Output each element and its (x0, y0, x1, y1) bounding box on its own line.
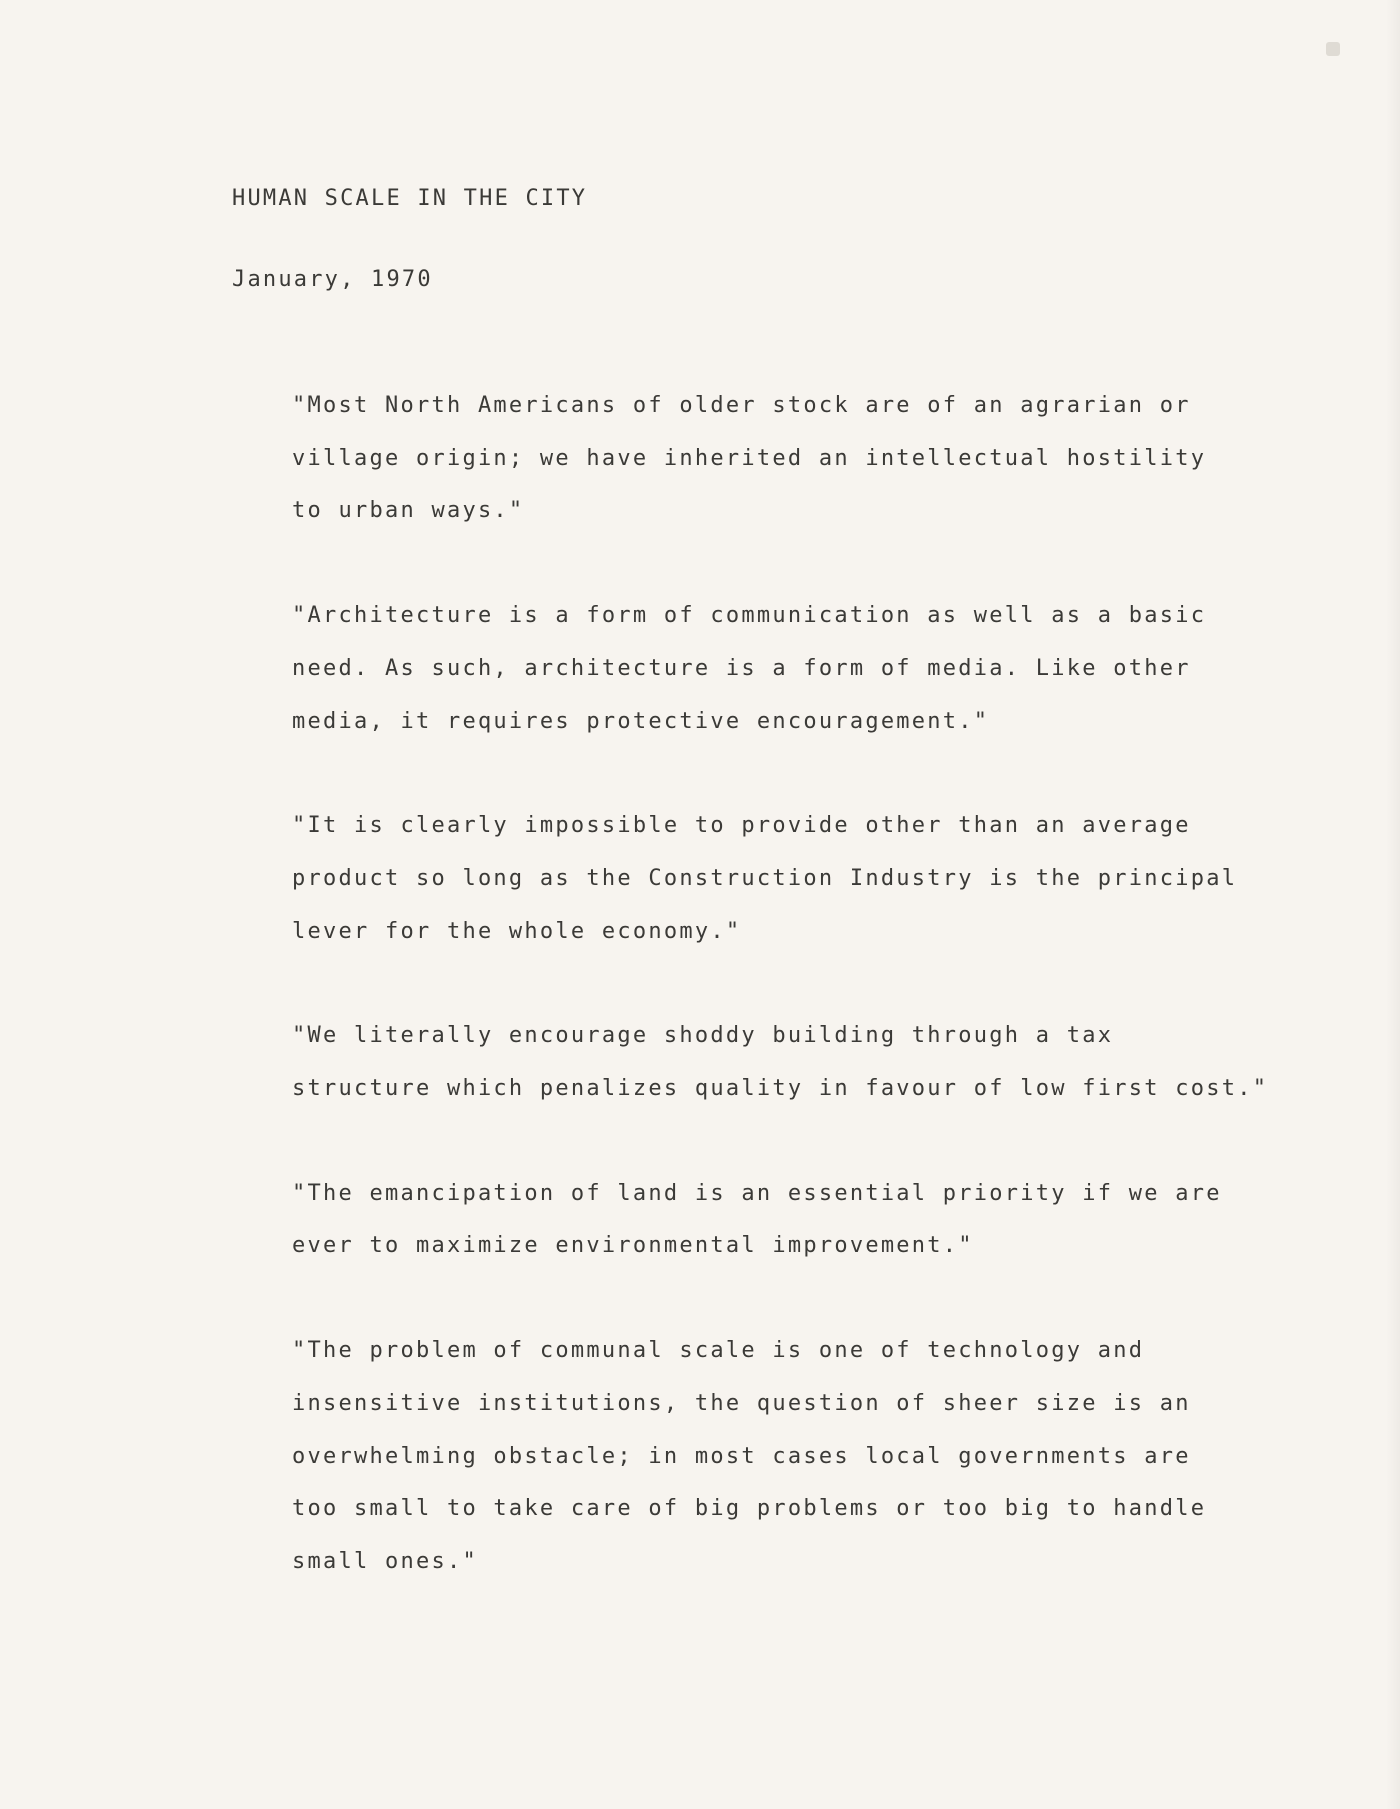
quote-line: ever to maximize environmental improvement." (292, 1233, 974, 1259)
paper-edge-shadow (1386, 0, 1400, 1809)
quote-line: to urban ways." (292, 498, 525, 524)
quote-line: "The emancipation of land is an essential priority if we are (292, 1180, 1222, 1206)
quote-line: overwhelming obstacle; in most cases local governments are (292, 1443, 1191, 1469)
quote-3 (292, 800, 1332, 958)
quote-line: media, it requires protective encouragement." (292, 708, 990, 734)
quote-line: "We literally encourage shoddy building through a tax (292, 1023, 1114, 1049)
document-date: January, 1970 (232, 267, 433, 292)
quote-list (292, 380, 1332, 1641)
corner-smudge (1326, 42, 1340, 56)
quote-line: product so long as the Construction Industry is the principal (292, 865, 1238, 891)
quote-line: "It is clearly impossible to provide other than an average (292, 813, 1191, 839)
quote-6 (292, 1325, 1332, 1589)
quote-line: insensitive institutions, the question of sheer size is an (292, 1390, 1191, 1416)
document-title: HUMAN SCALE IN THE CITY (232, 186, 588, 211)
quote-line: "Architecture is a form of communication as well as a basic (292, 603, 1207, 629)
quote-line: lever for the whole economy." (292, 918, 742, 944)
quote-line: small ones." (292, 1548, 478, 1574)
quote-line: need. As such, architecture is a form of media. Like other (292, 655, 1191, 681)
quote-line: village origin; we have inherited an intellectual hostility (292, 445, 1207, 471)
quote-2 (292, 590, 1332, 748)
quote-line: "The problem of communal scale is one of technology and (292, 1338, 1145, 1364)
quote-5 (292, 1168, 1332, 1273)
quote-4 (292, 1010, 1332, 1115)
quote-line: too small to take care of big problems or too big to handle (292, 1496, 1207, 1522)
quote-line: structure which penalizes quality in favour of low first cost." (292, 1076, 1269, 1102)
quote-line: "Most North Americans of older stock are of an agrarian or (292, 393, 1191, 418)
quote-1 (292, 380, 1332, 538)
